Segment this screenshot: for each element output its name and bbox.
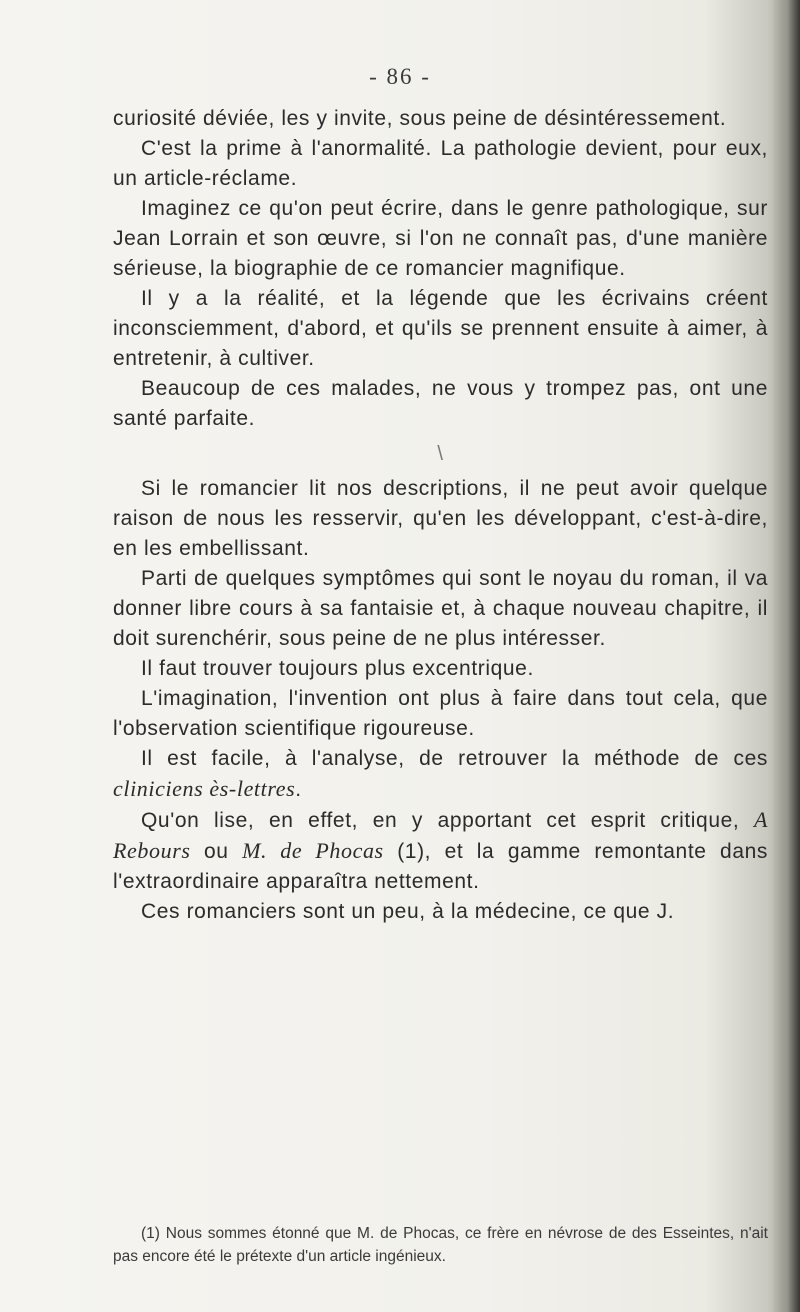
paragraph-11-title-a-rebours: A Rebours xyxy=(113,807,768,863)
paragraph-3: Imaginez ce qu'on peut écrire, dans le genre pathologique, sur Jean Lorrain et son œuvre, si l'on ne connaît pas, d'une manière sérieuse, la biographie de ce romancier magnifique. xyxy=(113,197,768,280)
paragraph-10-end: . xyxy=(295,778,302,801)
paragraph-8: Il faut trouver toujours plus excentrique. xyxy=(141,657,534,680)
body-text xyxy=(113,104,768,927)
paragraph-11 xyxy=(113,805,768,897)
page-spine-shadow xyxy=(772,0,800,1312)
paragraph-12: Ces romanciers sont un peu, à la médecine, ce que J. xyxy=(141,900,675,923)
paragraph-11-end: (1), et la gamme remontante dans l'extraordinaire apparaîtra nettement. xyxy=(113,840,768,893)
paragraph-10 xyxy=(113,744,768,805)
paragraph-10-italic: cliniciens ès-lettres xyxy=(113,776,296,801)
paragraph-5: Beaucoup de ces malades, ne vous y trompez pas, ont une santé parfaite. xyxy=(113,377,768,430)
paragraph-10-start: Il est facile, à l'analyse, de retrouver la méthode de ces xyxy=(141,747,768,770)
paragraph-11-title-phocas: M. de Phocas xyxy=(242,838,384,863)
paragraph-6: Si le romancier lit nos descriptions, il ne peut avoir quelque raison de nous les resservir, qu'en les développant, c'est-à-dire, en les embellissant. xyxy=(113,477,768,560)
paragraph-2: C'est la prime à l'anormalité. La pathologie devient, pour eux, un article-réclame. xyxy=(113,137,768,190)
paragraph-1: curiosité déviée, les y invite, sous peine de désintéressement. xyxy=(113,107,727,130)
page-number: - 86 - xyxy=(369,64,431,89)
section-separator: \ xyxy=(437,443,444,465)
paragraph-11-start: Qu'on lise, en effet, en y apportant cet esprit critique, xyxy=(141,809,754,832)
footnote-text: (1) Nous sommes étonné que M. de Phocas, ce frère en névrose de des Esseintes, n'ait pas encore été le prétexte d'un article ingénieux. xyxy=(113,1225,768,1265)
footnote xyxy=(113,1222,768,1268)
paragraph-4: Il y a la réalité, et la légende que les écrivains créent inconsciemment, d'abord, et qu'ils se prennent ensuite à aimer, à entretenir, à cultiver. xyxy=(113,287,768,370)
paragraph-11-mid: ou xyxy=(190,840,243,863)
paragraph-7: Parti de quelques symptômes qui sont le noyau du roman, il va donner libre cours à sa fantaisie et, à chaque nouveau chapitre, il doit surenchérir, sous peine de ne plus intéresser. xyxy=(113,567,768,650)
paragraph-9: L'imagination, l'invention ont plus à faire dans tout cela, que l'observation scientifique rigoureuse. xyxy=(113,687,768,740)
